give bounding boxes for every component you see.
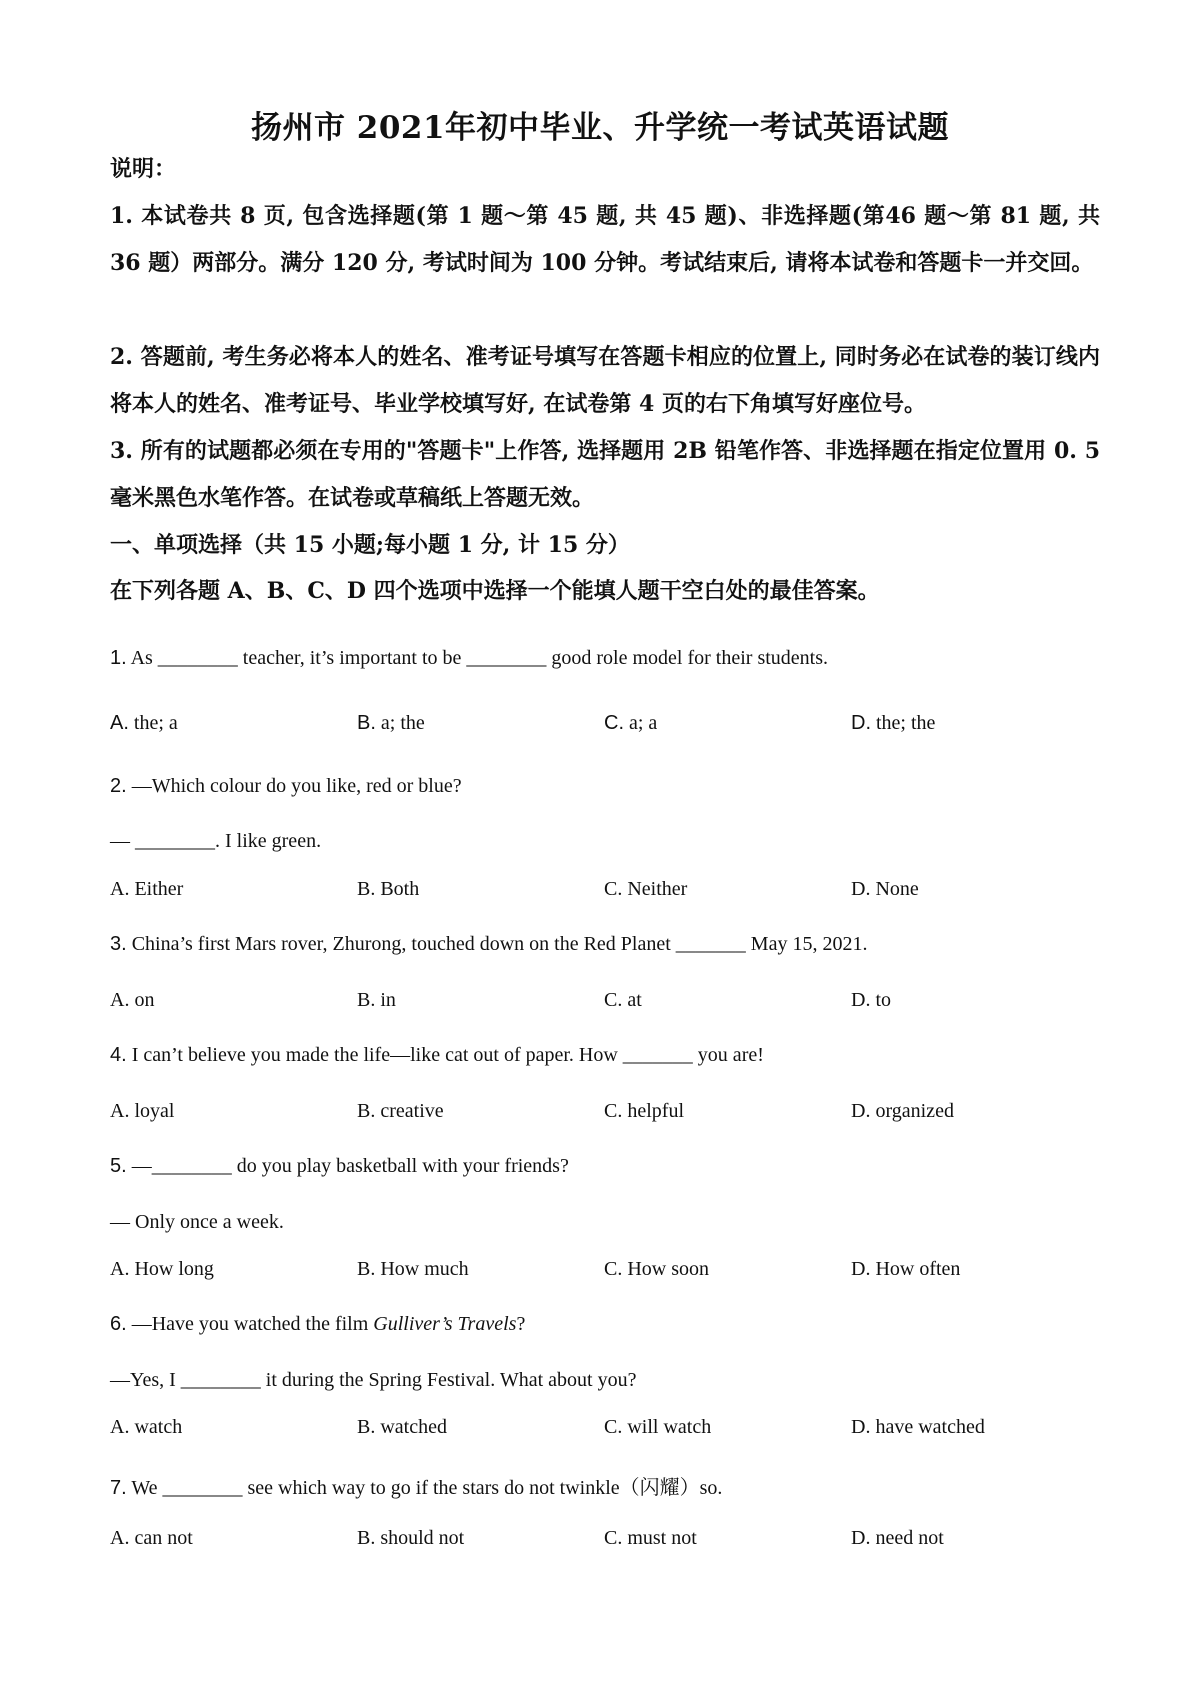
option-b: B. a; the — [357, 712, 425, 734]
question-5-response: — Only once a week. — [110, 1211, 284, 1233]
question-number: 6. — [110, 1313, 127, 1335]
question-2-stem — [110, 775, 462, 798]
option-b: B. in — [357, 989, 396, 1011]
question-number: 1. — [110, 647, 127, 669]
option-d: D. to — [851, 989, 892, 1011]
question-1-stem — [110, 647, 828, 670]
question-2-response: — ________. I like green. — [110, 830, 322, 852]
question-number: 2. — [110, 775, 127, 797]
question-text: China’s first Mars rover, Zhurong, touched down on the Red Planet _______ May 15, 2021. — [126, 933, 868, 955]
option-a: A. watch — [110, 1416, 183, 1438]
option-c: C. Neither — [604, 878, 688, 900]
question-text: As ________ teacher, it’s important to be ________ good role model for their students. — [126, 647, 828, 669]
option-b: B. How much — [357, 1258, 469, 1280]
option-c: C. will watch — [604, 1416, 712, 1438]
section-direction: 在下列各题 A、B、C、D 四个选项中选择一个能填人题干空白处的最佳答案。 — [110, 578, 880, 604]
option-c: C. must not — [604, 1527, 697, 1549]
question-3-stem — [110, 933, 867, 956]
question-4-stem — [110, 1044, 764, 1067]
option-d: D. the; the — [851, 712, 936, 734]
question-number: 7. — [110, 1477, 127, 1499]
question-text: I can’t believe you made the life—like cat out of paper. How _______ you are! — [126, 1044, 764, 1066]
option-d: D. need not — [851, 1527, 944, 1549]
question-number: 3. — [110, 933, 127, 955]
instruction-2: 2. 答题前, 考生务必将本人的姓名、准考证号填写在答题卡相应的位置上, 同时务必在试卷的装订线内将本人的姓名、准考证号、毕业学校填写好, 在试卷第 4 页的右下角填写好座位号。 — [110, 344, 1100, 417]
question-text: We ________ see which way to go if the stars do not twinkle（闪耀）so. — [126, 1477, 723, 1499]
option-d: D. have watched — [851, 1416, 985, 1438]
option-c: C. at — [604, 989, 642, 1011]
option-b: B. Both — [357, 878, 420, 900]
exam-title: 扬州市 2021年初中毕业、升学统一考试英语试题 — [250, 110, 950, 146]
option-a: A. can not — [110, 1527, 193, 1549]
option-a: A. loyal — [110, 1100, 175, 1122]
question-number: 4. — [110, 1044, 127, 1066]
question-number: 5. — [110, 1155, 127, 1177]
question-6-response: —Yes, I ________ it during the Spring Festival. What about you? — [110, 1369, 637, 1391]
option-b: B. watched — [357, 1416, 447, 1438]
instructions-heading: 说明： — [110, 156, 177, 182]
option-a: A. How long — [110, 1258, 214, 1280]
question-text: —________ do you play basketball with your friends? — [126, 1155, 569, 1177]
option-a: A. on — [110, 989, 155, 1011]
section-heading: 一、单项选择（共 15 小题;每小题 1 分, 计 15 分） — [110, 532, 630, 558]
option-a: A. Either — [110, 878, 184, 900]
option-b: B. creative — [357, 1100, 444, 1122]
instruction-3: 3. 所有的试题都必须在专用的"答题卡"上作答, 选择题用 2B 铅笔作答、非选择题在指定位置用 0. 5 毫米黑色水笔作答。在试卷或草稿纸上答题无效。 — [110, 438, 1100, 511]
option-c: C. a; a — [604, 712, 658, 734]
option-c: C. helpful — [604, 1100, 684, 1122]
option-a: A. the; a — [110, 712, 178, 734]
film-title: Gulliver’s Travels — [373, 1313, 517, 1335]
option-c: C. How soon — [604, 1258, 710, 1280]
option-b: B. should not — [357, 1527, 465, 1549]
question-6-stem: 6. —Have you watched the film Gulliver’s Travels? — [110, 1313, 526, 1335]
question-5-stem — [110, 1155, 569, 1178]
question-text: —Which colour do you like, red or blue? — [126, 775, 462, 797]
instruction-1: 1. 本试卷共 8 页, 包含选择题(第 1 题～第 45 题, 共 45 题)、非选择题(第46 题～第 81 题, 共 36 题）两部分。满分 120 分, 考试时间为 100 分钟。考试结束后, 请将本试卷和答题卡一并交回。 — [110, 203, 1100, 276]
option-d: D. How often — [851, 1258, 961, 1280]
question-7-stem — [110, 1471, 722, 1500]
option-d: D. None — [851, 878, 919, 900]
option-d: D. organized — [851, 1100, 954, 1122]
